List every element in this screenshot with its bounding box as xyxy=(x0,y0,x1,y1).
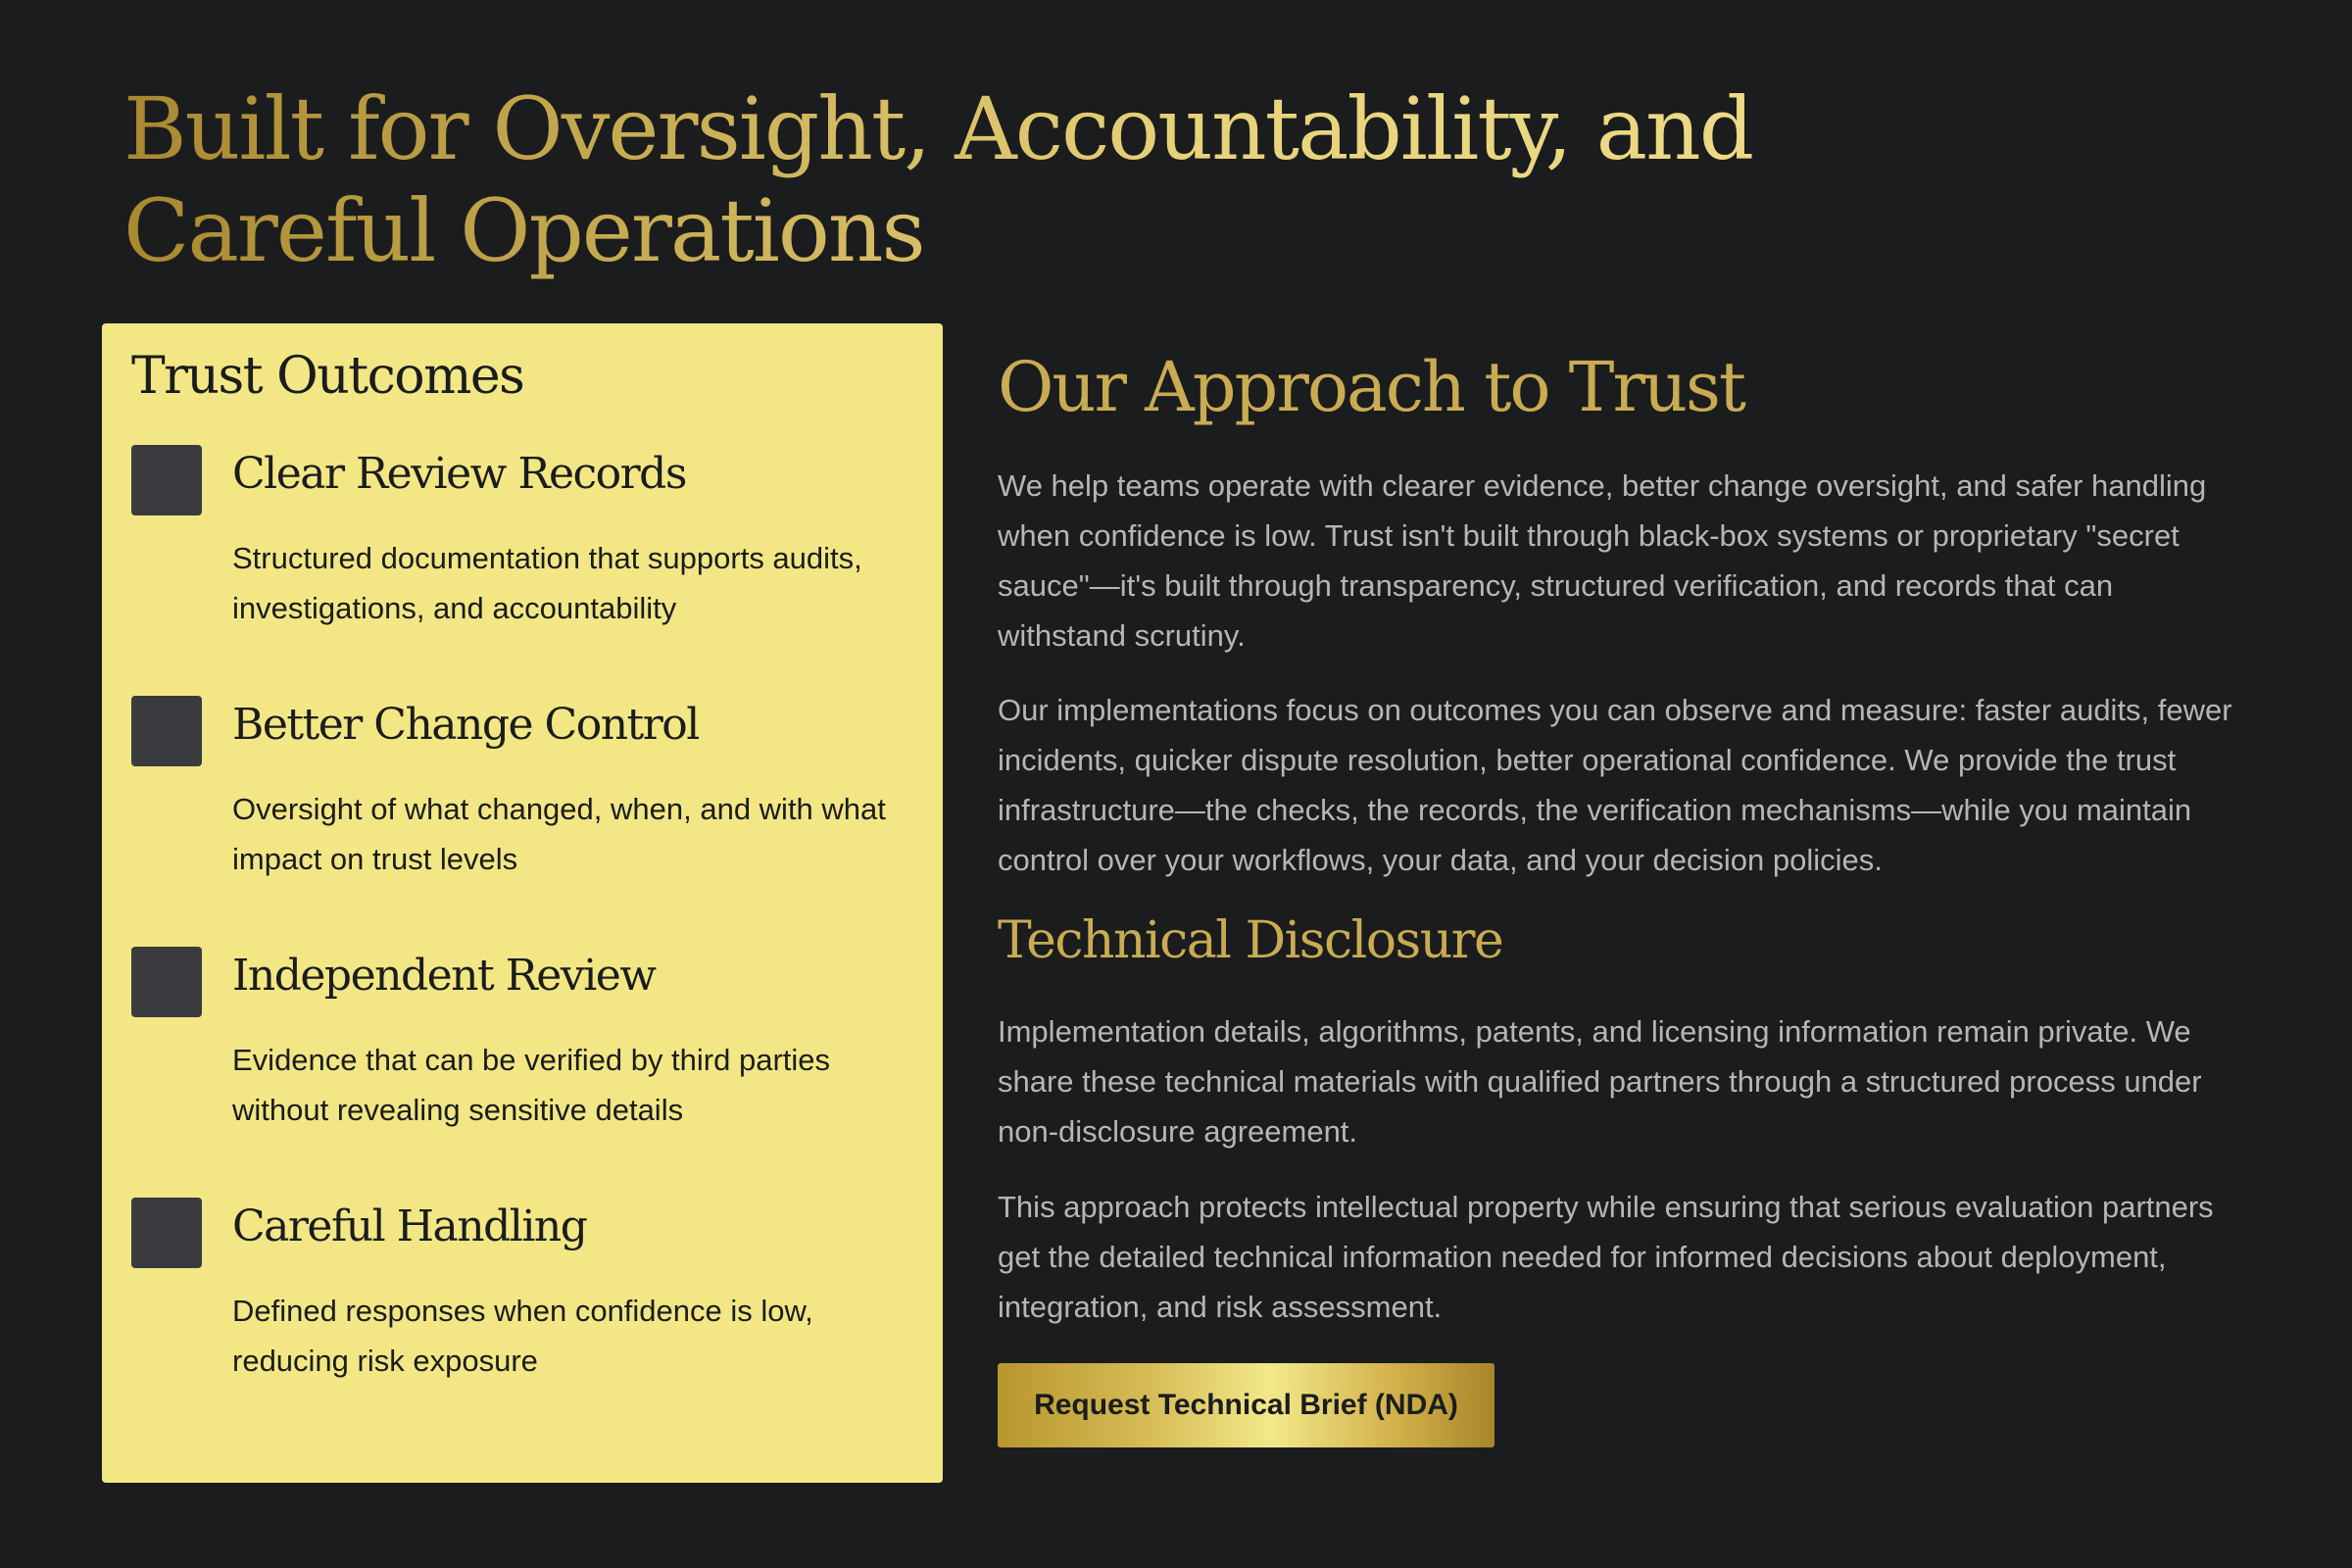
page-title: Built for Oversight, Accountability, and Careful Operations xyxy=(123,78,2083,282)
outcome-description: Oversight of what changed, when, and with what impact on trust levels xyxy=(232,792,886,876)
outcome-title: Clear Review Records xyxy=(232,449,686,499)
square-icon xyxy=(131,696,202,766)
request-technical-brief-button[interactable]: Request Technical Brief (NDA) xyxy=(998,1363,1494,1447)
disclosure-paragraph: This approach protects intellectual property while ensuring that serious evaluation partners get the detailed technical information needed for informed decisions about deployment, integration, and risk assessment. xyxy=(998,1190,2214,1324)
approach-paragraph: Our implementations focus on outcomes you can observe and measure: faster audits, fewer incidents, quicker dispute resolution, better operational confidence. We provide the trust infrastructure—the checks, the records, the verification mechanisms—while you maintain control over your workflows, your data, and your decision policies. xyxy=(998,693,2232,877)
outcome-description: Defined responses when confidence is low, reducing risk exposure xyxy=(232,1294,813,1378)
approach-title: Our Approach to Trust xyxy=(998,347,1745,427)
outcome-title: Independent Review xyxy=(232,951,656,1001)
disclosure-paragraph: Implementation details, algorithms, patents, and licensing information remain private. We share these technical materials with qualified partners through a structured process under non-disclosure agreement. xyxy=(998,1014,2202,1149)
outcome-title: Better Change Control xyxy=(232,700,699,750)
square-icon xyxy=(131,947,202,1017)
approach-paragraph: We help teams operate with clearer evidence, better change oversight, and safer handling when confidence is low. Trust isn't built through black-box systems or proprietary "secret sauce"—it's built through transparency, structured verification, and records that can withstand scrutiny. xyxy=(998,468,2207,653)
square-icon xyxy=(131,1198,202,1268)
trust-outcomes-card xyxy=(102,323,943,1483)
disclosure-title: Technical Disclosure xyxy=(998,911,1503,970)
outcome-title: Careful Handling xyxy=(232,1201,587,1251)
outcome-description: Structured documentation that supports audits, investigations, and accountability xyxy=(232,541,862,625)
outcome-description: Evidence that can be verified by third parties without revealing sensitive details xyxy=(232,1043,831,1127)
trust-outcomes-title: Trust Outcomes xyxy=(131,347,524,406)
square-icon xyxy=(131,445,202,515)
